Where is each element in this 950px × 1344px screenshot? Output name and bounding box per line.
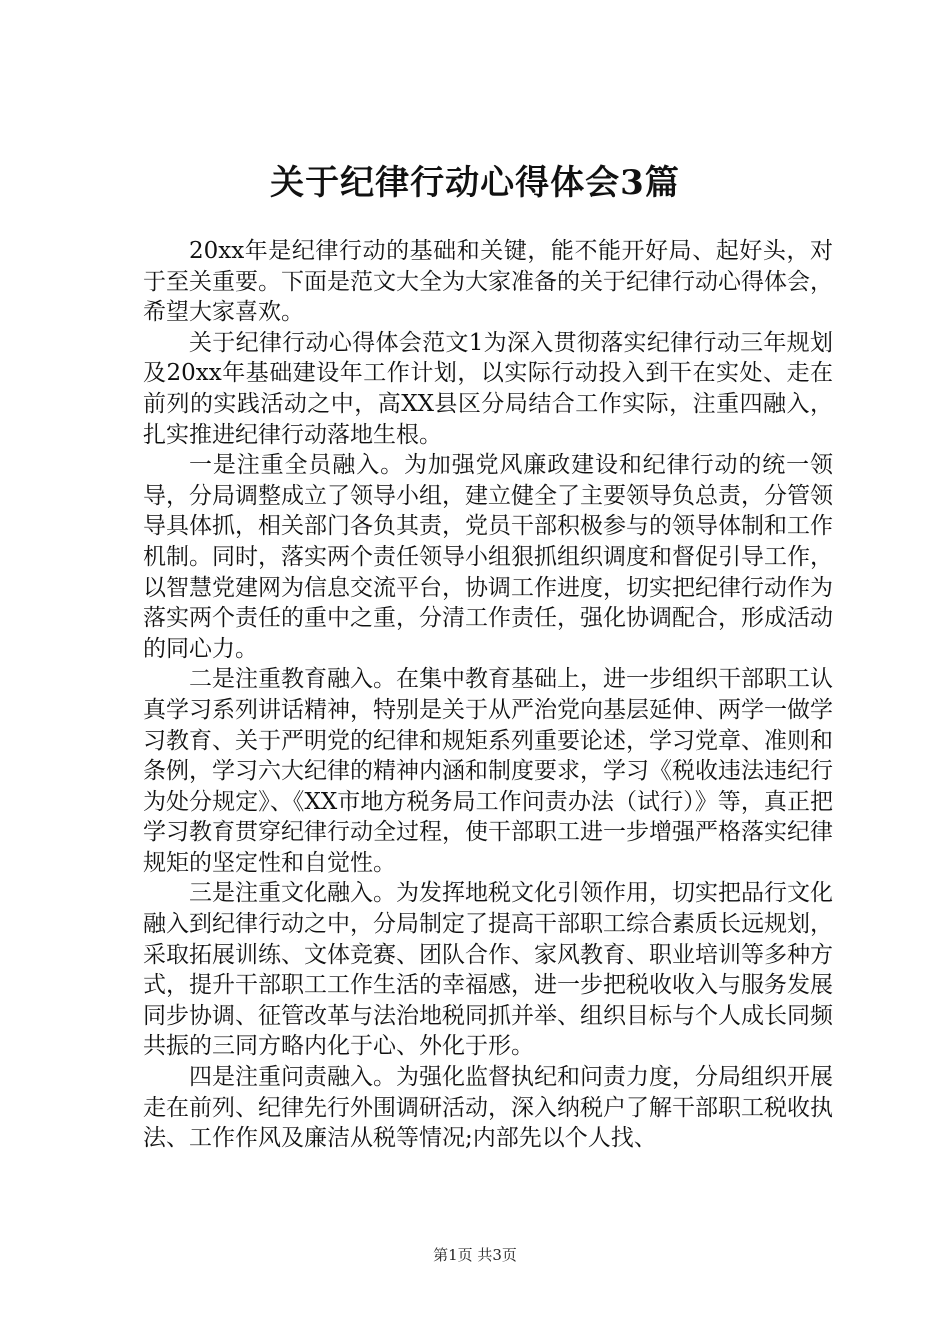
page-footer: 第1页 共3页: [433, 1246, 517, 1264]
paragraph-intro: 20xx年是纪律行动的基础和关键，能不能开好局、起好头，对于至关重要。下面是范文大全为大家准备的关于纪律行动心得体会，希望大家喜欢。: [143, 238, 833, 326]
paragraph-point-3: 三是注重文化融入。为发挥地税文化引领作用，切实把品行文化融入到纪律行动之中，分局制定了提高干部职工综合素质长远规划，采取拓展训练、文体竞赛、团队合作、家风教育、职业培训等多种方式，提升干部职工工作生活的幸福感，进一步把税收收入与服务发展同步协调、征管改革与法治地税同抓并举、组织目标与个人成长同频共振的三同方略内化于心、外化于形。: [143, 880, 833, 1060]
paragraph-point-2: 二是注重教育融入。在集中教育基础上，进一步组织干部职工认真学习系列讲话精神，特别是关于从严治党向基层延伸、两学一做学习教育、关于严明党的纪律和规矩系列重要论述，学习党章、准则和条例，学习六大纪律的精神内涵和制度要求，学习《税收违法违纪行为处分规定》、《XX市地方税务局工作问责办法（试行）》等，真正把学习教育贯穿纪律行动全过程，使干部职工进一步增强严格落实纪律规矩的坚定性和自觉性。: [143, 666, 833, 876]
paragraph-essay-1-opening: 关于纪律行动心得体会范文1为深入贯彻落实纪律行动三年规划及20xx年基础建设年工作计划，以实际行动投入到干在实处、走在前列的实践活动之中，高XX县区分局结合工作实际，注重四融入，扎实推进纪律行动落地生根。: [143, 329, 833, 448]
paragraph-point-4: 四是注重问责融入。为强化监督执纪和问责力度，分局组织开展走在前列、纪律先行外围调研活动，深入纳税户了解干部职工税收执法、工作作风及廉洁从税等情况;内部先以个人找、: [143, 1064, 833, 1152]
document-title: 关于纪律行动心得体会3篇: [270, 163, 680, 203]
document-body: [143, 236, 833, 1154]
paragraph-point-1: 一是注重全员融入。为加强党风廉政建设和纪律行动的统一领导，分局调整成立了领导小组，建立健全了主要领导负总责，分管领导具体抓，相关部门各负其责，党员干部积极参与的领导体制和工作机制。同时，落实两个责任领导小组狠抓组织调度和督促引导工作，以智慧党建网为信息交流平台，协调工作进度，切实把纪律行动作为落实两个责任的重中之重，分清工作责任，强化协调配合，形成活动的同心力。: [143, 452, 833, 662]
